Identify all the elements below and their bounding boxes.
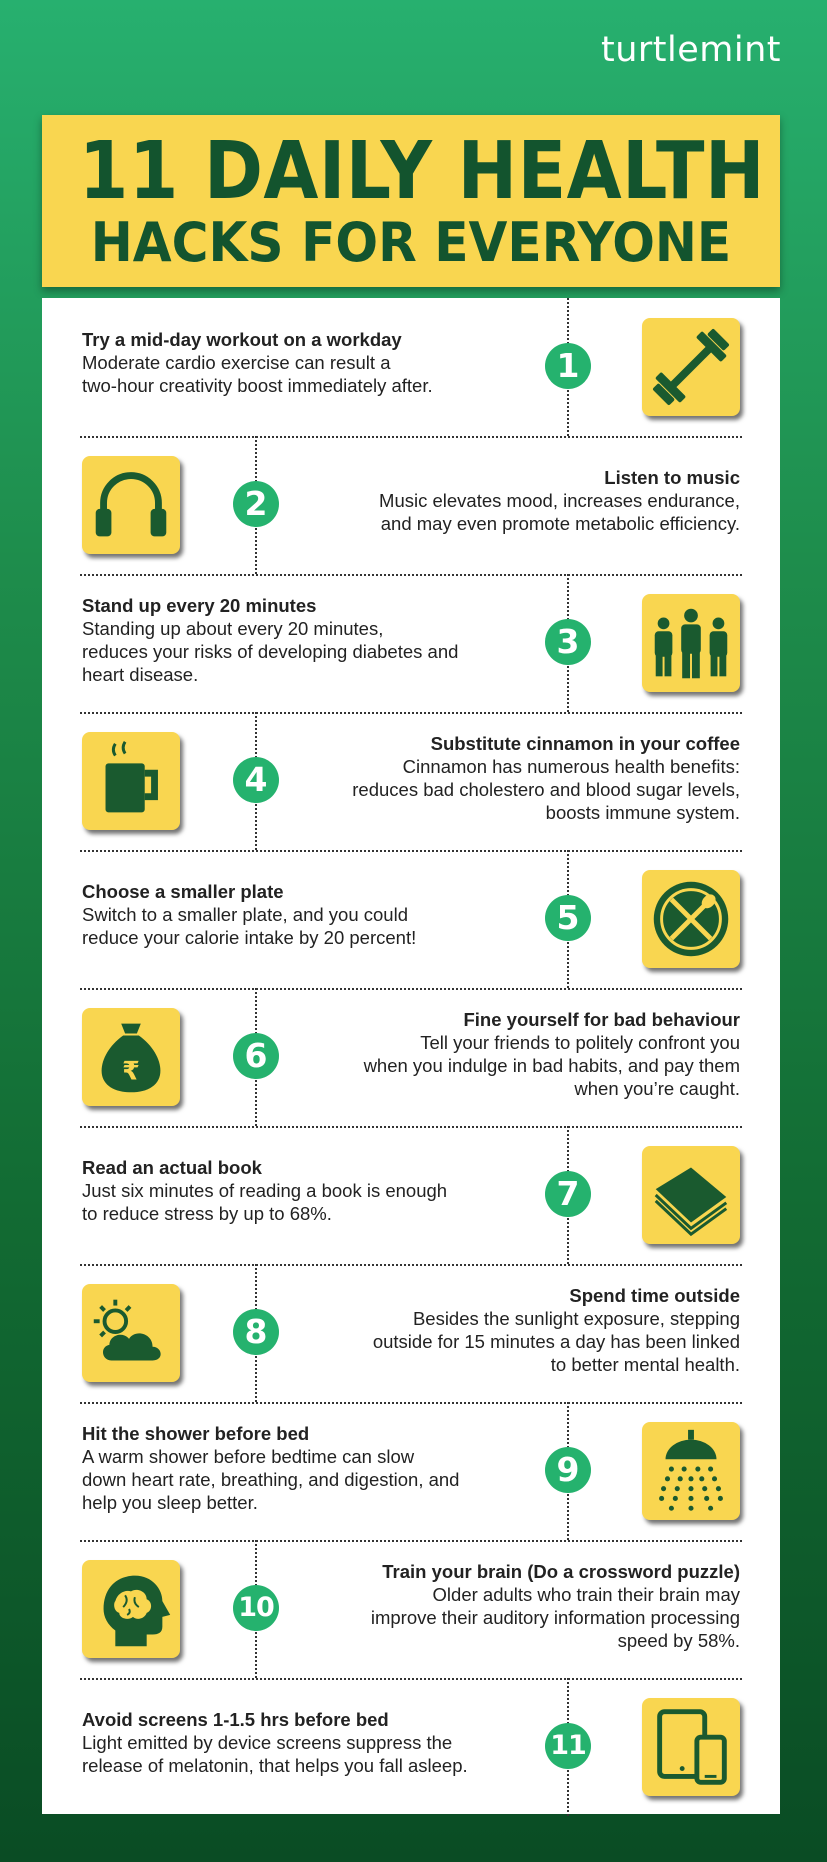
page-title-line1: 11 DAILY HEALTH — [78, 125, 765, 217]
hack-desc-line: A warm shower before bedtime can slow — [82, 1446, 415, 1467]
hack-desc-line: reduces bad cholestero and blood sugar levels, — [352, 779, 740, 800]
hack-title: Avoid screens 1-1.5 hrs before bed — [82, 1709, 389, 1730]
hack-number: 9 — [545, 1447, 591, 1493]
hack-text-6 — [282, 1008, 740, 1100]
hack-number: 3 — [545, 619, 591, 665]
hack-number: 10 — [233, 1585, 279, 1631]
hack-desc-line: and may even promote metabolic efficiency. — [380, 513, 740, 534]
hack-number: 6 — [233, 1033, 279, 1079]
hack-title: Train your brain (Do a crossword puzzle) — [382, 1561, 740, 1582]
hack-text-8 — [282, 1284, 740, 1376]
hack-row-9 — [42, 1402, 780, 1540]
hack-title: Fine yourself for bad behaviour — [463, 1009, 740, 1030]
hack-text-2 — [292, 466, 740, 535]
hack-row-7 — [42, 1126, 780, 1264]
hack-desc-line: Cinnamon has numerous health benefits: — [402, 756, 740, 777]
hack-title: Hit the shower before bed — [82, 1423, 310, 1444]
hack-title: Stand up every 20 minutes — [82, 595, 317, 616]
plate-fork-spoon-icon — [642, 870, 740, 968]
dumbbell-icon — [642, 318, 740, 416]
rupee-money-bag-icon — [82, 1008, 180, 1106]
headphones-icon — [82, 456, 180, 554]
hack-desc-line: when you indulge in bad habits, and pay them — [363, 1055, 740, 1076]
hack-row-3 — [42, 574, 780, 712]
svg-text:₹: ₹ — [122, 1056, 140, 1087]
hacks-card — [42, 298, 780, 1814]
hack-desc-line: release of melatonin, that helps you fall asleep. — [82, 1755, 468, 1776]
page-title-line2: HACKS FOR EVERYONE — [90, 211, 732, 274]
hack-number: 7 — [545, 1171, 591, 1217]
hack-text-7 — [82, 1156, 502, 1225]
hack-number: 8 — [233, 1309, 279, 1355]
tablet-phone-icon — [642, 1698, 740, 1796]
hack-row-6 — [42, 988, 780, 1126]
hack-text-10 — [282, 1560, 740, 1652]
hack-desc-line: when you’re caught. — [574, 1078, 740, 1099]
sun-cloud-icon — [82, 1284, 180, 1382]
hack-desc-line: reduce your calorie intake by 20 percent! — [82, 927, 417, 948]
hack-title: Try a mid-day workout on a workday — [82, 329, 402, 350]
hack-desc-line: two-hour creativity boost immediately after. — [82, 375, 433, 396]
hack-title: Substitute cinnamon in your coffee — [430, 733, 740, 754]
hack-desc-line: Just six minutes of reading a book is enough — [82, 1180, 448, 1201]
brand-logo: turtlemint — [601, 30, 781, 70]
hack-desc-line: Older adults who train their brain may — [432, 1584, 740, 1605]
hack-number: 2 — [233, 481, 279, 527]
hack-row-11 — [42, 1678, 780, 1816]
hack-text-5 — [82, 880, 502, 949]
coffee-mug-icon — [82, 732, 180, 830]
hack-title: Read an actual book — [82, 1157, 262, 1178]
hack-text-1 — [82, 328, 482, 397]
hack-desc-line: Besides the sunlight exposure, stepping — [412, 1308, 740, 1329]
hack-number: 11 — [545, 1723, 591, 1769]
hack-title: Listen to music — [604, 467, 740, 488]
hack-desc-line: Tell your friends to politely confront you — [420, 1032, 740, 1053]
shower-icon — [642, 1422, 740, 1520]
hack-desc-line: down heart rate, breathing, and digestion, and — [82, 1469, 460, 1490]
hack-title: Choose a smaller plate — [82, 881, 284, 902]
hack-desc-line: Moderate cardio exercise can result a — [82, 352, 391, 373]
brain-head-icon — [82, 1560, 180, 1658]
hack-row-10 — [42, 1540, 780, 1678]
hack-desc-line: Switch to a smaller plate, and you could — [82, 904, 408, 925]
hack-text-3 — [82, 594, 502, 686]
hack-number: 1 — [545, 343, 591, 389]
hack-row-4 — [42, 712, 780, 850]
hack-number: 5 — [545, 895, 591, 941]
hack-desc-line: to reduce stress by up to 68%. — [82, 1203, 332, 1224]
hack-text-9 — [82, 1422, 512, 1514]
hack-row-2 — [42, 436, 780, 574]
hack-row-1 — [42, 298, 780, 436]
hack-row-8 — [42, 1264, 780, 1402]
book-icon — [642, 1146, 740, 1244]
hack-desc-line: heart disease. — [82, 664, 199, 685]
hack-desc-line: to better mental health. — [550, 1354, 740, 1375]
hack-desc-line: Light emitted by device screens suppress the — [82, 1732, 453, 1753]
hack-desc-line: outside for 15 minutes a day has been linked — [372, 1331, 740, 1352]
hack-desc-line: boosts immune system. — [545, 802, 740, 823]
hack-desc-line: speed by 58%. — [617, 1630, 740, 1651]
hack-desc-line: reduces your risks of developing diabetes and — [82, 641, 459, 662]
hack-number: 4 — [233, 757, 279, 803]
hack-text-4 — [282, 732, 740, 824]
hack-text-11 — [82, 1708, 522, 1777]
hack-row-5 — [42, 850, 780, 988]
people-icon — [642, 594, 740, 692]
hack-desc-line: Standing up about every 20 minutes, — [82, 618, 384, 639]
hack-desc-line: help you sleep better. — [82, 1492, 258, 1513]
hack-desc-line: improve their auditory information processing — [370, 1607, 740, 1628]
hack-desc-line: Music elevates mood, increases endurance, — [379, 490, 740, 511]
hack-title: Spend time outside — [569, 1285, 740, 1306]
title-banner — [42, 115, 780, 287]
